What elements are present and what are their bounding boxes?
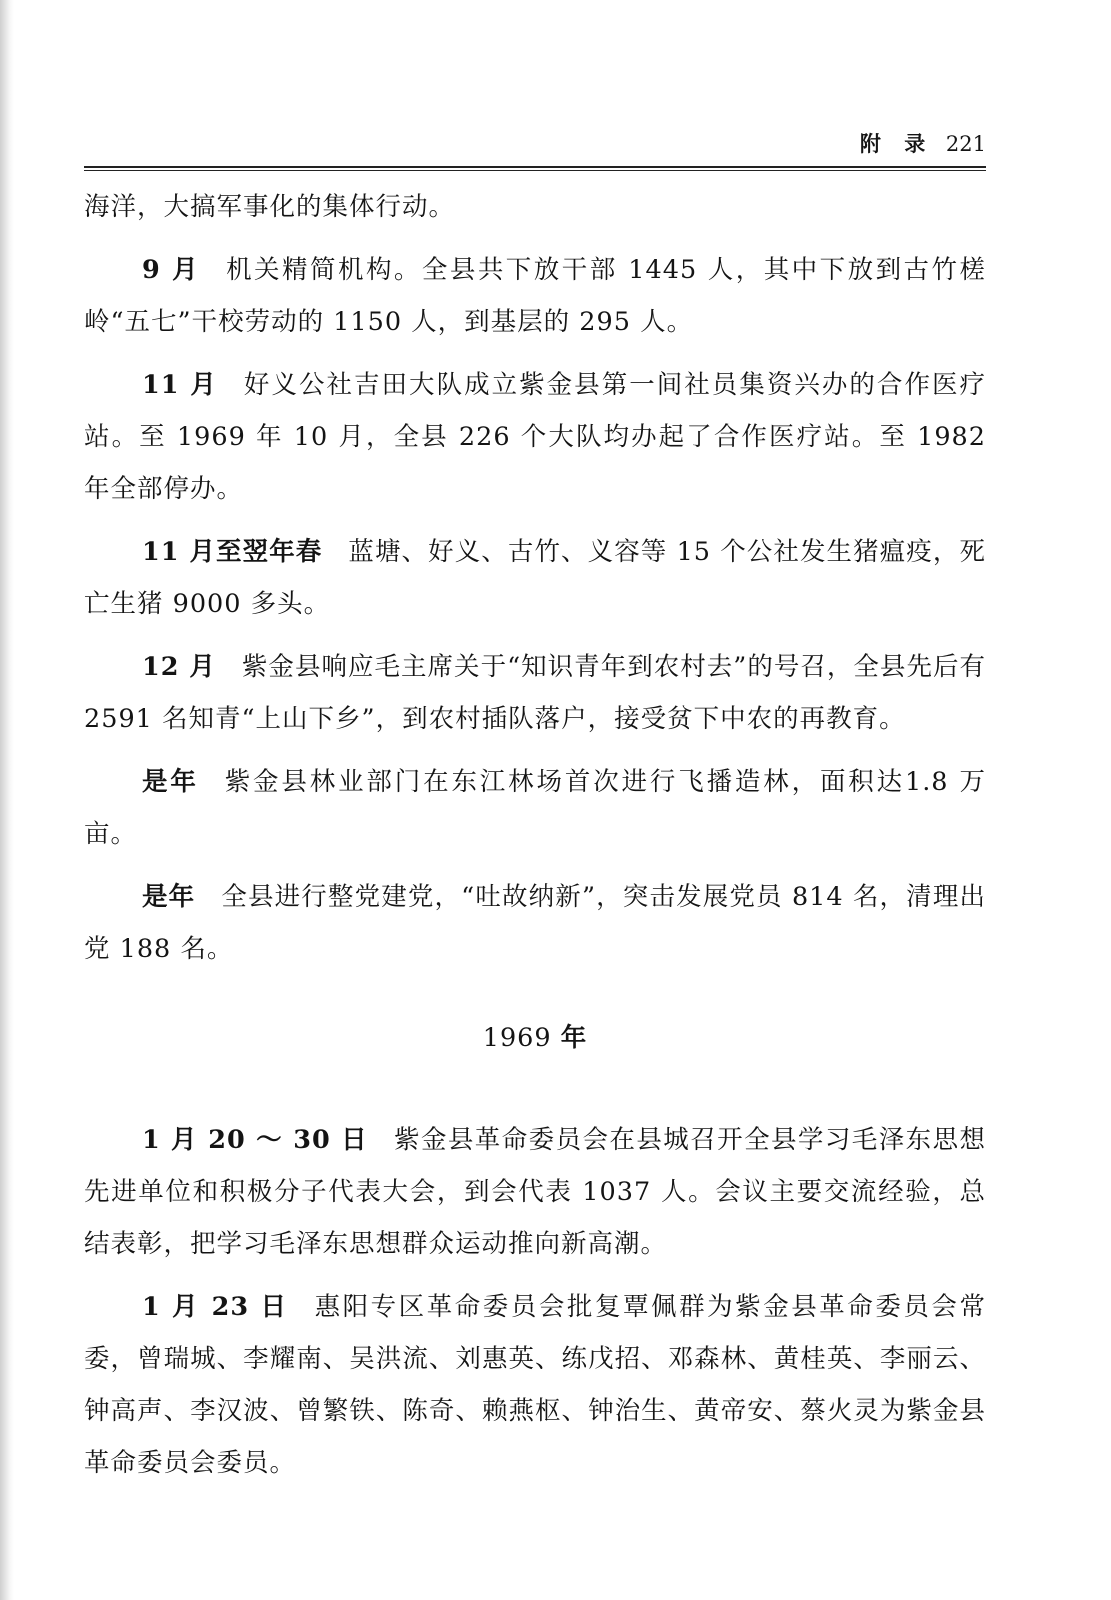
entry-text: 海洋，大搞军事化的集体行动。 bbox=[84, 192, 456, 222]
entry-date: 是年 bbox=[142, 882, 196, 912]
page-binding-shadow bbox=[0, 0, 14, 1600]
chronicle-body bbox=[84, 181, 986, 1500]
entry-text: 惠阳专区革命委员会批复覃佩群为紫金县革命委员会常委，曾瑞城、李耀南、吴洪流、刘惠英、练戊招、邓森林、黄桂英、李丽云、钟高声、李汉波、曾繁铁、陈奇、赖燕枢、钟治生、黄帝安、蔡火灵为紫金县革命委员会委员。 bbox=[84, 1292, 986, 1478]
entry-date: 12 月 bbox=[142, 652, 216, 682]
entry-1969-jan-20-30 bbox=[84, 1114, 986, 1270]
entry-text: 紫金县响应毛主席关于“知识青年到农村去”的号召，全县先后有 2591 名知青“上山下乡”，到农村插队落户，接受贫下中农的再教育。 bbox=[84, 652, 986, 734]
entry-text: 好义公社吉田大队成立紫金县第一间社员集资兴办的合作医疗站。至 1969 年 10 月，全县 226 个大队均办起了合作医疗站。至 1982 年全部停办。 bbox=[84, 370, 986, 504]
entry-date: 11 月 bbox=[142, 370, 218, 400]
entry-1968-year-party bbox=[84, 871, 986, 975]
entry-text: 全县进行整党建党，“吐故纳新”，突击发展党员 814 名，清理出党 188 名。 bbox=[84, 882, 986, 964]
entry-1968-nov bbox=[84, 359, 986, 515]
entry-continuation bbox=[84, 181, 986, 233]
entry-1969-jan-23 bbox=[84, 1281, 986, 1489]
page-number: 221 bbox=[945, 132, 986, 156]
entry-1968-sep bbox=[84, 244, 986, 348]
entry-1968-nov-spring bbox=[84, 526, 986, 630]
running-head bbox=[860, 128, 986, 158]
year-heading bbox=[84, 1018, 986, 1058]
year-heading-suffix: 年 bbox=[560, 1023, 588, 1053]
entry-text: 蓝塘、好义、古竹、义容等 15 个公社发生猪瘟疫，死亡生猪 9000 多头。 bbox=[84, 537, 986, 619]
entry-text: 机关精简机构。全县共下放干部 1445 人，其中下放到古竹槎岭“五七”干校劳动的 1150 人，到基层的 295 人。 bbox=[84, 255, 987, 337]
entry-date: 9 月 bbox=[142, 255, 201, 285]
page-header bbox=[84, 128, 986, 160]
entry-1968-year-forestry bbox=[84, 756, 986, 860]
entry-date: 是年 bbox=[142, 767, 199, 797]
entry-date: 1 月 23 日 bbox=[142, 1292, 289, 1322]
entry-text: 紫金县林业部门在东江林场首次进行飞播造林，面积达1.8 万亩。 bbox=[84, 767, 986, 849]
entry-1968-dec bbox=[84, 641, 986, 745]
entry-date: 11 月至翌年春 bbox=[142, 537, 323, 567]
running-head-title: 附 录 bbox=[859, 131, 934, 156]
entry-text: 紫金县革命委员会在县城召开全县学习毛泽东思想先进单位和积极分子代表大会，到会代表 1037 人。会议主要交流经验，总结表彰，把学习毛泽东思想群众运动推向新高潮。 bbox=[84, 1125, 986, 1259]
header-double-rule bbox=[84, 166, 986, 171]
entry-date: 1 月 20 ～ 30 日 bbox=[142, 1125, 369, 1155]
year-heading-number: 1969 bbox=[482, 1023, 552, 1053]
